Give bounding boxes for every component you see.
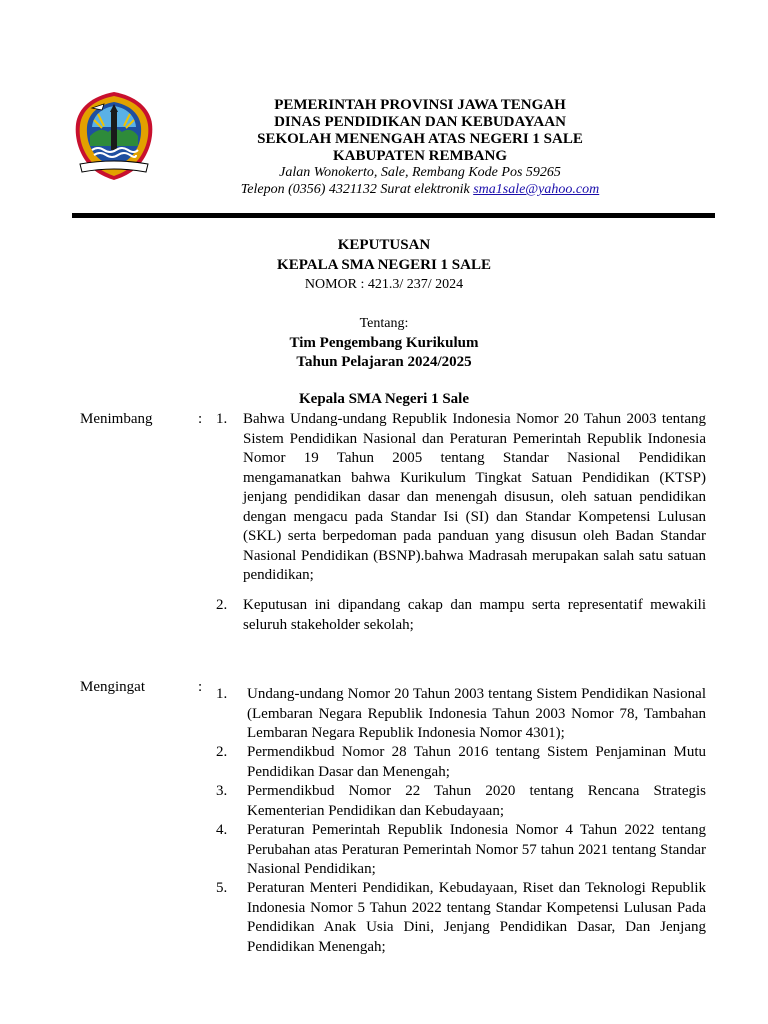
menimbang-item-2-number: 2. [216, 597, 228, 613]
mengingat-item-1-number: 1. [216, 686, 228, 702]
letterhead-line-2: DINAS PENDIDIKAN DAN KEBUDAYAAN [274, 114, 566, 130]
letterhead-line-3: SEKOLAH MENENGAH ATAS NEGERI 1 SALE [257, 131, 583, 147]
mengingat-item-1-text: Undang-undang Nomor 20 Tahun 2003 tentang Sistem Pendidikan Nasional (Lembaran Negara Republik Indonesia Tahun 2003 Nomor 78, Tambahan Lembaran Negara Republik Indonesia Nomor 4301); [247, 686, 706, 741]
mengingat-item-5-text: Peraturan Menteri Pendidikan, Kebudayaan, Riset dan Teknologi Republik Indonesia Nomor 5 Tahun 2022 tentang Standar Kompetensi Lulusan Pada Pendidikan Anak Usia Dini, Jenjang Pendidikan Dasar, Dan Jenjang Pendidikan Menengah; [247, 880, 706, 955]
menimbang-item-1-text: Bahwa Undang-undang Republik Indonesia Nomor 20 Tahun 2003 tentang Sistem Pendidikan Nasional dan Peraturan Pemerintah Republik Indonesia Nomor 19 Tahun 2005 tentang Standar Nasional Pendidikan mengamanatkan bahwa Kurikulum Tingkat Satuan Pendidikan (KTSP) jenjang pendidikan dasar dan menengah disusun, oleh satuan pendidikan dengan mengacu pada Standar Isi (SI) dan Standar Kompetensi Lulusan (SKL) serta berpedoman pada panduan yang disusun oleh Badan Standar Nasional Pendidikan (BSNP).bahwa Madrasah merupakan salah satu satuan pendidikan; [243, 411, 706, 583]
province-emblem-icon [72, 90, 156, 186]
menimbang-label: Menimbang [80, 411, 153, 427]
mengingat-label: Mengingat [80, 679, 145, 695]
mengingat-item-2-number: 2. [216, 744, 228, 760]
decree-issuer: KEPALA SMA NEGERI 1 SALE [277, 257, 491, 273]
mengingat-item-3-text: Permendikbud Nomor 22 Tahun 2020 tentang Rencana Strategis Kementerian Pendidikan dan Kebudayaan; [247, 783, 706, 819]
mengingat-item-3-number: 3. [216, 783, 228, 799]
letterhead-contact [160, 181, 680, 198]
decree-subject-line-1: Tim Pengembang Kurikulum [289, 335, 479, 351]
letterhead-divider [72, 213, 715, 218]
decree-number: NOMOR : 421.3/ 237/ 2024 [304, 277, 464, 292]
about-label: Tentang: [359, 316, 409, 331]
decree-subject-line-2: Tahun Pelajaran 2024/2025 [296, 354, 472, 370]
letterhead-address: Jalan Wonokerto, Sale, Rembang Kode Pos 59265 [279, 165, 561, 180]
email-link[interactable]: sma1sale@yahoo.com [473, 182, 600, 197]
menimbang-colon: : [198, 411, 203, 427]
menimbang-item-1-number: 1. [216, 411, 228, 427]
mengingat-item-5-number: 5. [216, 880, 228, 896]
decree-heading: KEPUTUSAN [337, 237, 431, 253]
mengingat-colon: : [198, 679, 203, 695]
letterhead-line-4: KABUPATEN REMBANG [332, 148, 508, 164]
letterhead-line-1: PEMERINTAH PROVINSI JAWA TENGAH [274, 97, 566, 113]
contact-phone-text: Telepon (0356) 4321132 Surat elektronik [240, 182, 470, 197]
mengingat-item-2-text: Permendikbud Nomor 28 Tahun 2016 tentang Sistem Penjaminan Mutu Pendidikan Dasar dan Menengah; [247, 744, 706, 780]
decree-authority: Kepala SMA Negeri 1 Sale [299, 391, 469, 407]
menimbang-item-2-text: Keputusan ini dipandang cakap dan mampu serta representatif mewakili seluruh stakeholder sekolah; [243, 597, 706, 633]
mengingat-item-4-text: Peraturan Pemerintah Republik Indonesia Nomor 4 Tahun 2022 tentang Perubahan atas Peraturan Pemerintah Nomor 57 tahun 2021 tentang Standar Nasional Pendidikan; [247, 822, 706, 877]
mengingat-item-4-number: 4. [216, 822, 228, 838]
